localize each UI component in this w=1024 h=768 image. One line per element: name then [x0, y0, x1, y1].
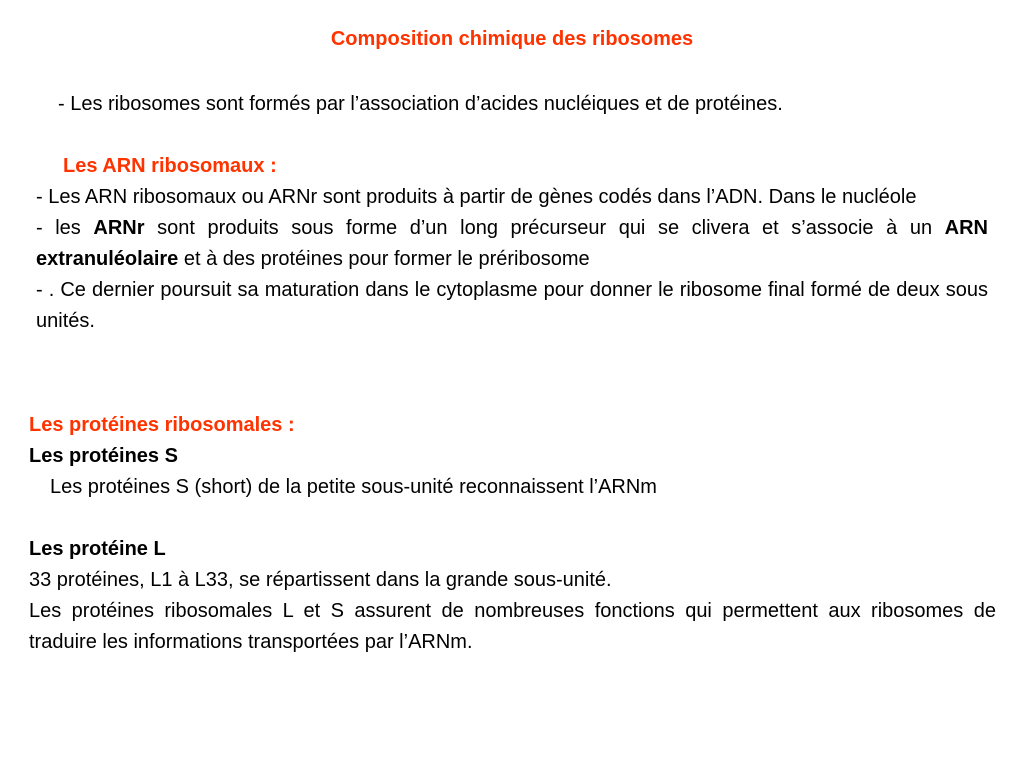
proteins-l-heading: Les protéine L: [29, 538, 166, 560]
arn-bullet-2-suffix: et à des protéines pour former le préribosome: [178, 248, 590, 270]
arn-bullet-2: [36, 213, 988, 275]
arn-bullet-1: - Les ARN ribosomaux ou ARNr sont produits à partir de gènes codés dans l’ADN. Dans le nucléole: [36, 186, 917, 208]
proteins-block: [29, 410, 996, 658]
spacer: [36, 120, 988, 151]
proteins-s-heading: Les protéines S: [29, 445, 178, 467]
arn-bullet-3: - . Ce dernier poursuit sa maturation dans le cytoplasme pour donner le ribosome final formé de deux sous unités.: [36, 279, 988, 332]
proteins-l-text-1: 33 protéines, L1 à L33, se répartissent dans la grande sous-unité.: [29, 569, 612, 591]
arn-bullet-2-middle: sont produits sous forme d’un long précurseur qui se clivera et s’associe à un: [144, 217, 945, 239]
spacer: [29, 503, 996, 534]
intro-paragraph: - Les ribosomes sont formés par l’association d’acides nucléiques et de protéines.: [58, 93, 783, 115]
arn-bullet-2-prefix: - les: [36, 217, 94, 239]
slide-title: Composition chimique des ribosomes: [330, 28, 694, 50]
proteins-s-text: Les protéines S (short) de la petite sous-unité reconnaissent l’ARNm: [50, 476, 657, 498]
arn-block: [36, 89, 988, 337]
proteins-heading: Les protéines ribosomales :: [29, 414, 295, 436]
arnr-term: ARNr: [93, 217, 145, 239]
arn-extranucleolaire-term: ARN extranuléolaire: [36, 217, 988, 270]
arn-heading: Les ARN ribosomaux :: [63, 155, 277, 177]
proteins-l-text-2: Les protéines ribosomales L et S assurent de nombreuses fonctions qui permettent aux ribosomes de traduire les informations transportées par l’ARNm.: [29, 600, 996, 653]
